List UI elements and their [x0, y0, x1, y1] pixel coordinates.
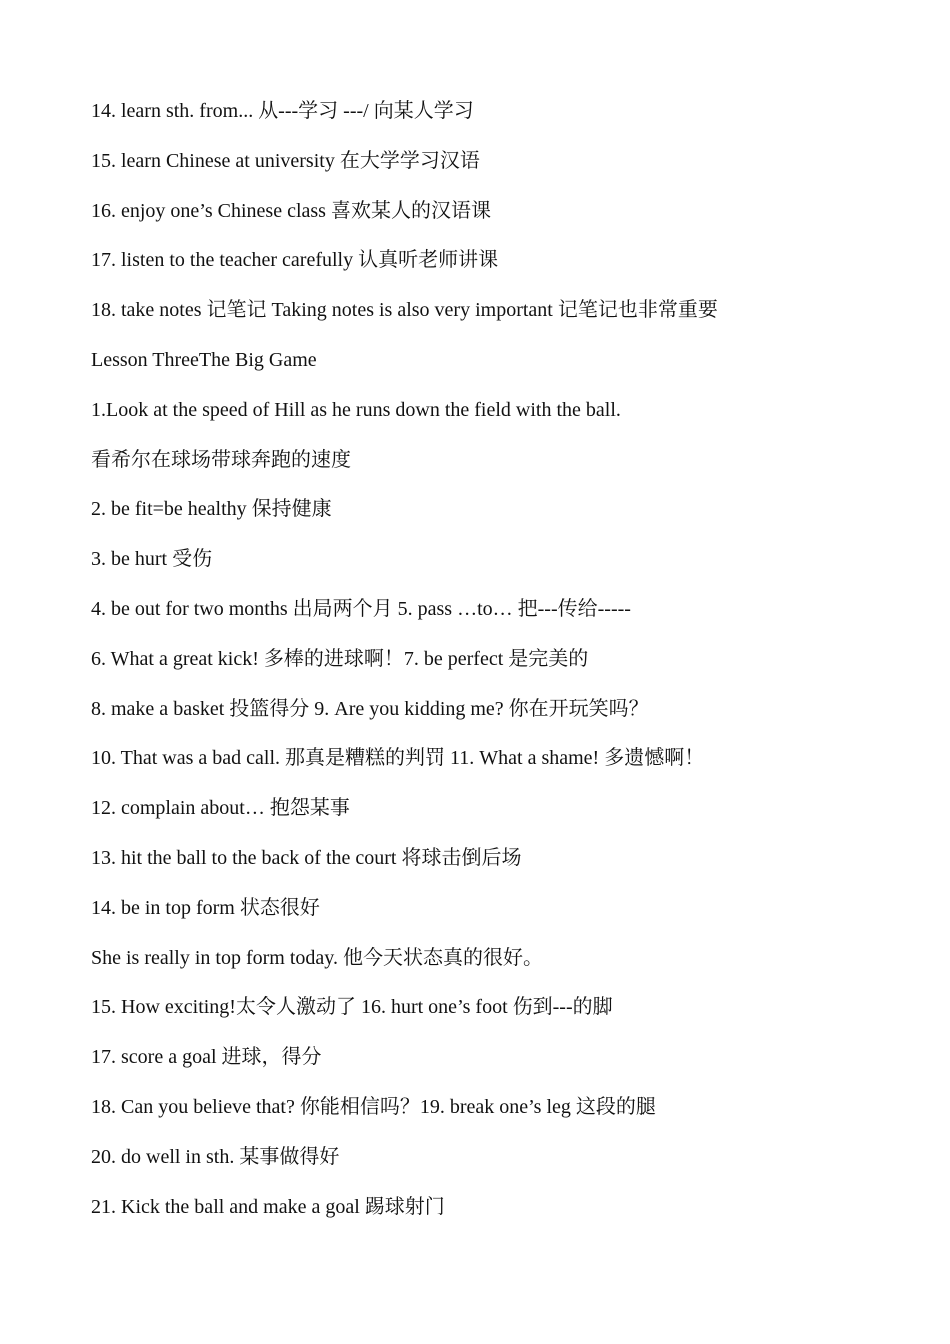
lesson-heading: Lesson ThreeThe Big Game [91, 348, 317, 371]
text-line: 看希尔在球场带球奔跑的速度 [91, 448, 351, 471]
text-line: 3. be hurt 受伤 [91, 548, 213, 571]
text-line: She is really in top form today. 他今天状态真的很好。 [91, 946, 543, 969]
text-line: 17. score a goal 进球，得分 [91, 1046, 322, 1069]
text-line: 18. take notes 记笔记 Taking notes is also very important 记笔记也非常重要 [91, 299, 718, 322]
text-line: 15. learn Chinese at university 在大学学习汉语 [91, 149, 480, 172]
text-line: 2. be fit=be healthy 保持健康 [91, 498, 332, 521]
text-line: 18. Can you believe that? 你能相信吗？19. break one’s leg 这段的腿 [91, 1095, 656, 1118]
text-line: 1.Look at the speed of Hill as he runs down the field with the ball. [91, 398, 621, 421]
text-line: 14. learn sth. from... 从---学习 ---/ 向某人学习 [91, 100, 474, 122]
text-line: 21. Kick the ball and make a goal 踢球射门 [91, 1195, 445, 1218]
text-line: 17. listen to the teacher carefully 认真听老师讲课 [91, 249, 499, 272]
text-line: 14. be in top form 状态很好 [91, 896, 320, 919]
text-line: 12. complain about… 抱怨某事 [91, 797, 350, 820]
text-line: 6. What a great kick! 多棒的进球啊！7. be perfect 是完美的 [91, 647, 589, 670]
text-line: 10. That was a bad call. 那真是糟糕的判罚 11. What a shame! 多遗憾啊！ [91, 747, 705, 770]
text-line: 8. make a basket 投篮得分 9. Are you kidding me? 你在开玩笑吗？ [91, 697, 649, 720]
text-line: 15. How exciting!太令人激动了 16. hurt one’s foot 伤到---的脚 [91, 996, 613, 1019]
text-line: 16. enjoy one’s Chinese class 喜欢某人的汉语课 [91, 199, 491, 222]
text-body [91, 96, 911, 1241]
text-line: 13. hit the ball to the back of the court 将球击倒后场 [91, 846, 522, 869]
text-line: 4. be out for two months 出局两个月 5. pass …to… 把---传给----- [91, 597, 631, 620]
text-line: 20. do well in sth. 某事做得好 [91, 1145, 340, 1168]
